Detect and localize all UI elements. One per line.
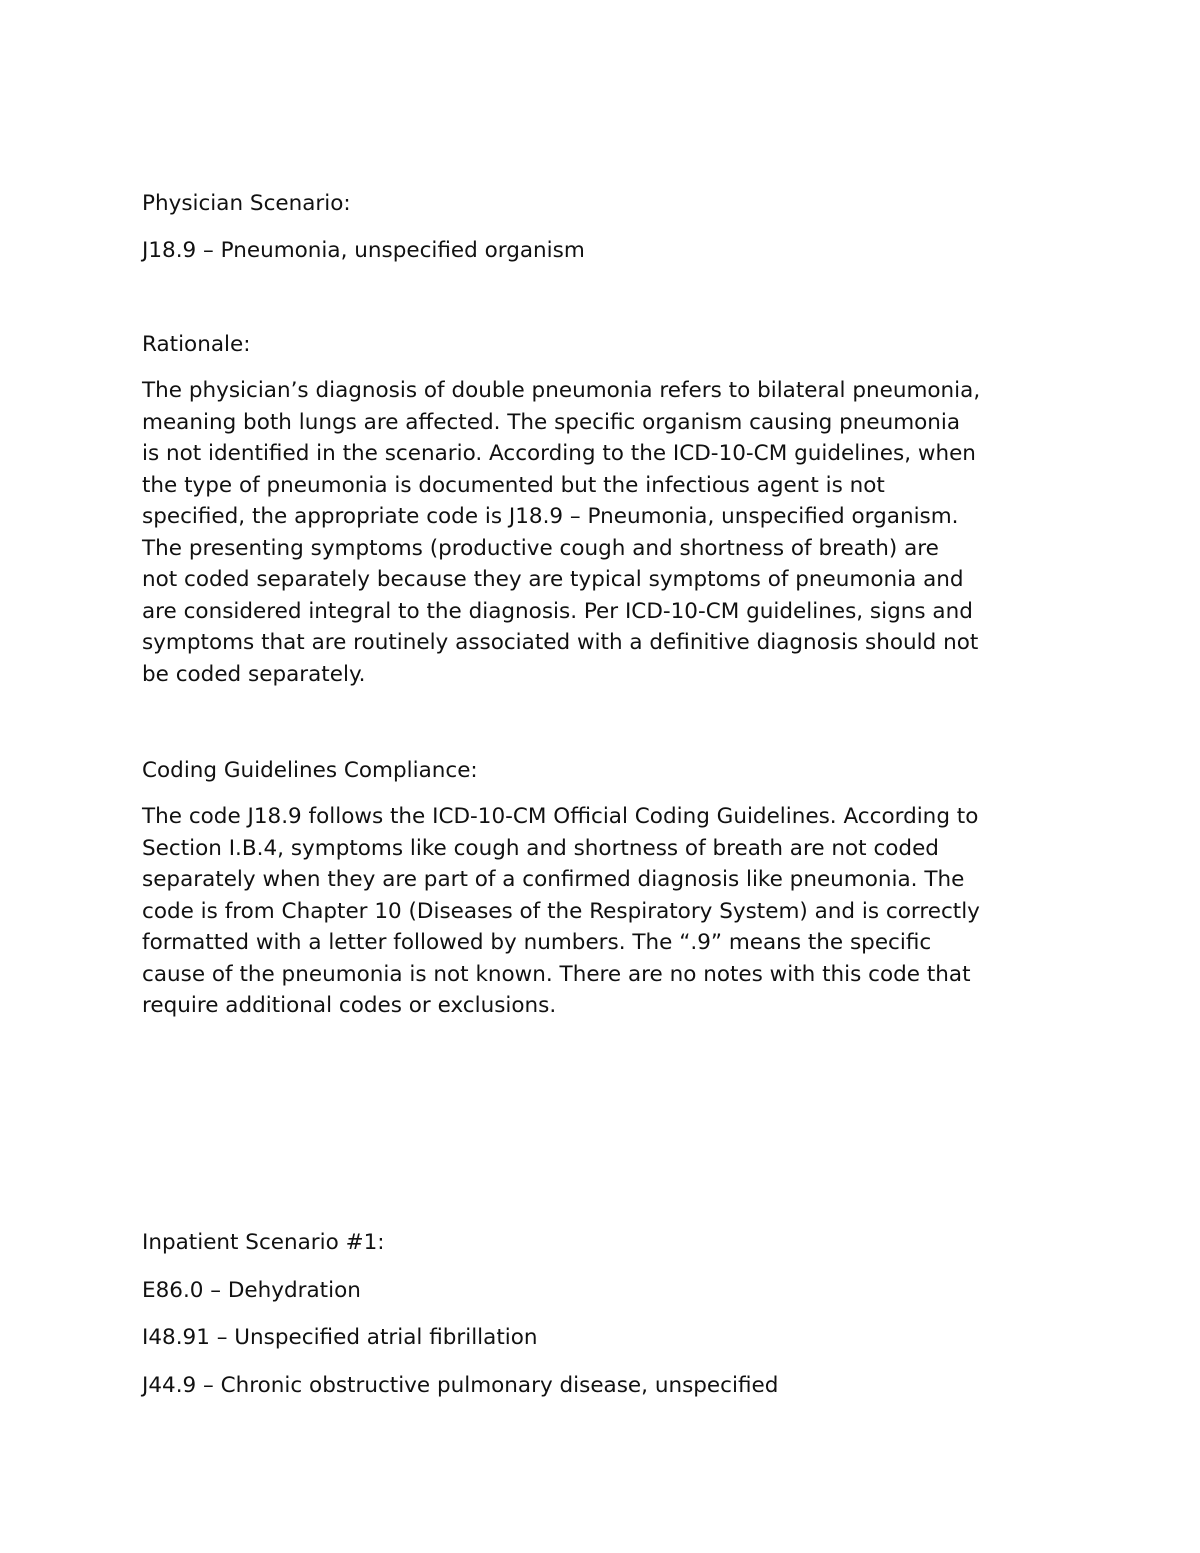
rationale-line: specified, the appropriate code is J18.9 – Pneumonia, unspecified organism. — [142, 504, 959, 529]
rationale-line: meaning both lungs are affected. The specific organism causing pneumonia — [142, 409, 961, 435]
compliance-line: Section I.B.4, symptoms like cough and shortness of breath are not coded — [142, 835, 939, 861]
physician-scenario-heading: Physician Scenario: — [142, 191, 351, 216]
rationale-paragraph — [142, 375, 1072, 690]
rationale-line: symptoms that are routinely associated with a definitive diagnosis should not — [142, 630, 979, 655]
inpatient-code-line: J44.9 – Chronic obstructive pulmonary disease, unspecified — [142, 1373, 779, 1398]
compliance-line: separately when they are part of a confirmed diagnosis like pneumonia. The — [142, 867, 965, 892]
compliance-line: The code J18.9 follows the ICD-10-CM Official Coding Guidelines. According to — [142, 804, 979, 829]
rationale-line: The presenting symptoms (productive cough and shortness of breath) are — [142, 535, 939, 561]
compliance-line: code is from Chapter 10 (Diseases of the Respiratory System) and is correctly — [142, 898, 980, 924]
physician-code-line: J18.9 – Pneumonia, unspecified organism — [142, 238, 585, 263]
rationale-line: be coded separately. — [142, 661, 366, 687]
compliance-heading: Coding Guidelines Compliance: — [142, 758, 478, 783]
inpatient-code-line: I48.91 – Unspecified atrial fibrillation — [142, 1325, 538, 1350]
rationale-line: the type of pneumonia is documented but the infectious agent is not — [142, 472, 885, 498]
rationale-heading: Rationale: — [142, 332, 251, 357]
compliance-line: require additional codes or exclusions. — [142, 993, 557, 1018]
inpatient-code-line: E86.0 – Dehydration — [142, 1278, 361, 1303]
compliance-line: cause of the pneumonia is not known. There are no notes with this code that — [142, 961, 971, 987]
rationale-line: The physician’s diagnosis of double pneumonia refers to bilateral pneumonia, — [142, 378, 981, 403]
rationale-line: is not identified in the scenario. According to the ICD-10-CM guidelines, when — [142, 441, 976, 466]
compliance-paragraph — [142, 801, 1072, 1022]
rationale-line: not coded separately because they are typical symptoms of pneumonia and — [142, 567, 964, 592]
compliance-line: formatted with a letter followed by numbers. The “.9” means the specific — [142, 930, 932, 955]
rationale-line: are considered integral to the diagnosis. Per ICD-10-CM guidelines, signs and — [142, 598, 973, 624]
inpatient-scenario-heading: Inpatient Scenario #1: — [142, 1230, 385, 1255]
